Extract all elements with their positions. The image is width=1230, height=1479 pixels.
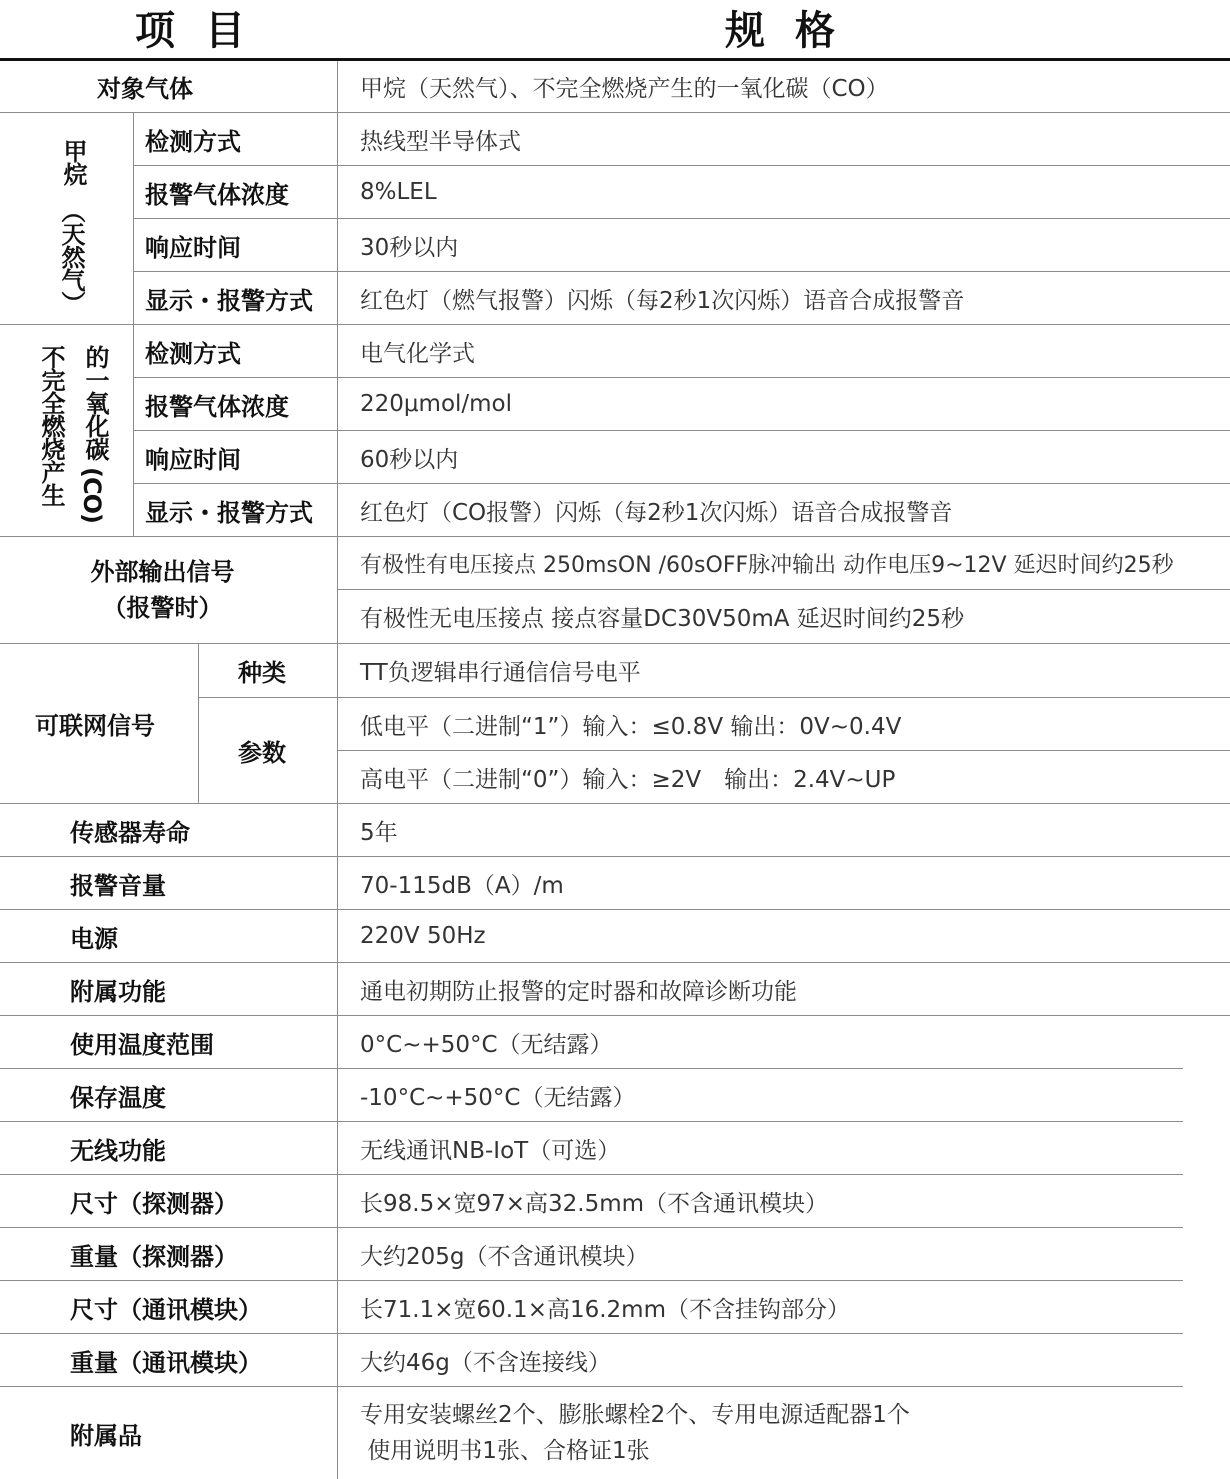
co-group-label	[0, 325, 133, 536]
network-type-value: TT负逻辑串行通信信号电平	[360, 660, 641, 686]
wireless-label: 无线功能	[70, 1136, 166, 1165]
module-weight-label: 重量（通讯模块）	[70, 1348, 262, 1377]
module-size-label: 尺寸（通讯模块）	[70, 1295, 262, 1324]
row-divider	[0, 856, 1230, 857]
detector-size-value: 长98.5×宽97×高32.5mm（不含通讯模块）	[360, 1190, 829, 1217]
alarm-volume-value: 70-115dB（A）/m	[360, 872, 564, 899]
co-response-value: 60秒以内	[360, 446, 459, 473]
power-label: 电源	[70, 924, 118, 953]
row-divider	[133, 218, 1230, 219]
methane-detection-label: 检测方式	[145, 127, 241, 156]
accessories-value	[360, 1387, 910, 1479]
main-column-divider	[337, 61, 338, 1479]
column-header-spec: 规格	[725, 8, 865, 54]
methane-alarm-label: 显示・报警方式	[145, 286, 313, 315]
row-divider	[133, 377, 1230, 378]
co-group-label-col2-suffix: (CO)	[78, 467, 106, 523]
network-param-label: 参数	[238, 739, 286, 767]
row-divider	[133, 430, 1230, 431]
aux-function-value: 通电初期防止报警的定时器和故障诊断功能	[360, 978, 797, 1005]
detector-weight-value: 大约205g（不含通讯模块）	[360, 1243, 649, 1270]
target-gas-value: 甲烷（天然气）、不完全燃烧产生的一氧化碳（CO）	[360, 76, 889, 102]
co-detection-label: 检测方式	[145, 339, 241, 368]
methane-response-value: 30秒以内	[360, 234, 459, 261]
alarm-volume-label: 报警音量	[70, 871, 166, 900]
external-output-value-2: 有极性无电压接点 接点容量DC30V50mA 延迟时间约25秒	[360, 606, 965, 632]
column-header-item: 项目	[135, 8, 275, 54]
methane-group-label	[0, 113, 133, 324]
external-output-label	[0, 537, 325, 643]
accessories-line-2: 使用说明书1张、合格证1张	[360, 1438, 650, 1464]
module-weight-value: 大约46g（不含连接线）	[360, 1349, 611, 1376]
co-group-label-col1: 不完全燃烧产生	[37, 345, 65, 506]
aux-function-label: 附属功能	[70, 977, 166, 1006]
storage-temp-value: -10°C~+50°C（无结露）	[360, 1084, 636, 1111]
module-size-value: 长71.1×宽60.1×高16.2mm（不含挂钩部分）	[360, 1296, 850, 1323]
sensor-life-label: 传感器寿命	[70, 818, 190, 847]
external-output-label-line2: （报警时）	[102, 594, 223, 622]
external-output-value-1: 有极性有电压接点 250msON /60sOFF脉冲输出 动作电压9~12V 延迟时间约25秒	[360, 552, 1174, 578]
methane-group-label-b: （天然气）	[57, 199, 85, 314]
co-concentration-value: 220μmol/mol	[360, 391, 513, 417]
accessories-line-1: 专用安装螺丝2个、膨胀螺栓2个、专用电源适配器1个	[360, 1402, 910, 1428]
operating-temp-value: 0°C~+50°C（无结露）	[360, 1031, 613, 1058]
co-alarm-label: 显示・报警方式	[145, 498, 313, 527]
external-output-label-line1: 外部输出信号	[90, 558, 235, 586]
detector-size-label: 尺寸（探测器）	[70, 1189, 238, 1218]
operating-temp-label: 使用温度范围	[70, 1030, 214, 1059]
network-type-label: 种类	[238, 659, 286, 687]
row-divider	[133, 165, 1230, 166]
methane-concentration-label: 报警气体浓度	[145, 180, 289, 209]
power-value: 220V 50Hz	[360, 923, 486, 949]
network-label: 可联网信号	[35, 712, 155, 740]
network-param-high: 高电平（二进制“0”）输入：≥2V 输出：2.4V~UP	[360, 766, 896, 793]
row-divider	[0, 909, 1230, 910]
methane-group-label-a: 甲烷	[59, 139, 87, 185]
co-group-label-col2: 的一氧化碳	[81, 345, 109, 460]
network-param-low: 低电平（二进制“1”）输入：≤0.8V 输出：0V~0.4V	[360, 713, 902, 740]
sensor-life-value: 5年	[360, 819, 398, 846]
methane-detection-value: 热线型半导体式	[360, 128, 521, 155]
co-alarm-value: 红色灯（CO报警）闪烁（每2秒1次闪烁）语音合成报警音	[360, 499, 953, 526]
methane-concentration-value: 8%LEL	[360, 179, 437, 205]
co-concentration-label: 报警气体浓度	[145, 392, 289, 421]
storage-temp-label: 保存温度	[70, 1083, 166, 1112]
methane-response-label: 响应时间	[145, 233, 241, 262]
accessories-label: 附属品	[70, 1421, 142, 1450]
methane-group-divider	[133, 113, 134, 537]
detector-weight-label: 重量（探测器）	[70, 1242, 238, 1271]
wireless-value: 无线通讯NB-IoT（可选）	[360, 1137, 621, 1164]
co-response-label: 响应时间	[145, 445, 241, 474]
methane-alarm-value: 红色灯（燃气报警）闪烁（每2秒1次闪烁）语音合成报警音	[360, 287, 965, 314]
co-detection-value: 电气化学式	[360, 340, 475, 367]
target-gas-label: 对象气体	[97, 75, 193, 103]
